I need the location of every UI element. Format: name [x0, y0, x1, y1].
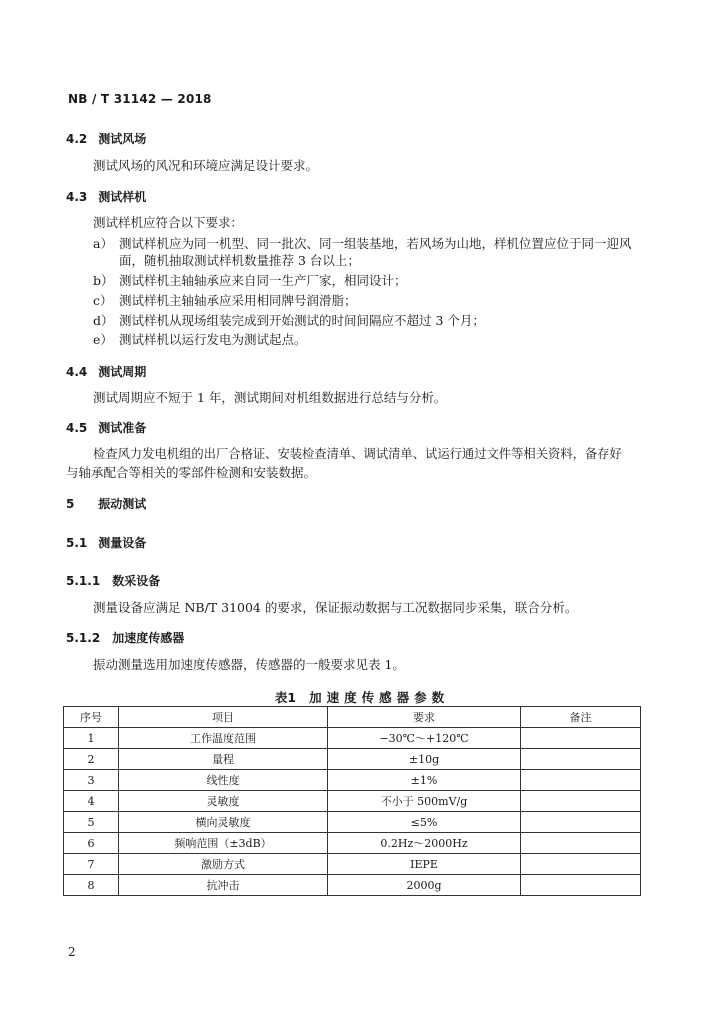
table-cell: 2 [64, 749, 119, 770]
list-item [93, 312, 485, 329]
table-cell: 1 [64, 728, 119, 749]
section-title: 测试样机 [98, 190, 147, 204]
list-marker: d） [93, 313, 114, 328]
list-item-text: 测试样机以运行发电为测试起点。 [119, 332, 307, 347]
table-cell: 频响范围（±3dB） [119, 833, 328, 854]
section-5-heading [66, 495, 146, 512]
table-row [64, 854, 641, 875]
table-cell: 抗冲击 [119, 875, 328, 896]
section-title: 振动测试 [98, 497, 147, 511]
table-cell: 横向灵敏度 [119, 812, 328, 833]
table-cell: 4 [64, 791, 119, 812]
section-4-5-heading [66, 419, 146, 436]
table-cell [521, 791, 641, 812]
section-title: 测试准备 [98, 421, 147, 435]
list-marker: a） [93, 236, 113, 251]
table-cell: ≤5% [328, 812, 521, 833]
table-row [64, 791, 641, 812]
list-item-text: 测试样机应为同一机型、同一批次、同一组装基地，若风场为山地，样机位置应位于同一迎风 [119, 236, 632, 251]
table-row [64, 728, 641, 749]
table-cell: 工作温度范围 [119, 728, 328, 749]
table-cell: 0.2Hz～2000Hz [328, 833, 521, 854]
table-cell: 7 [64, 854, 119, 875]
section-4-3-intro: 测试样机应符合以下要求： [93, 215, 244, 230]
section-5-1-2-heading [66, 629, 184, 646]
section-number: 5.1 [66, 536, 88, 550]
section-title: 测试周期 [98, 365, 147, 379]
table-row [64, 770, 641, 791]
section-4-3-heading [66, 188, 146, 205]
table-cell [521, 749, 641, 770]
table-row [64, 812, 641, 833]
table-row [64, 875, 641, 896]
table-cell: 2000g [328, 875, 521, 896]
table-cell [521, 875, 641, 896]
table-cell: 灵敏度 [119, 791, 328, 812]
section-5-1-1-body: 测量设备应满足 NB/T 31004 的要求，保证振动数据与工况数据同步采集，联合分析。 [93, 600, 578, 615]
table-row [64, 749, 641, 770]
section-4-5-body-line2: 与轴承配合等相关的零部件检测和安装数据。 [66, 465, 317, 480]
table-cell [521, 812, 641, 833]
sensor-parameters-table [63, 706, 641, 896]
section-number: 4.4 [66, 365, 88, 379]
section-number: 4.3 [66, 190, 88, 204]
section-title: 加速度传感器 [112, 631, 185, 645]
section-title: 测试风场 [98, 132, 147, 146]
list-item-text: 测试样机从现场组装完成到开始测试的时间间隔应不超过 3 个月； [119, 313, 485, 328]
table-cell: 3 [64, 770, 119, 791]
header-cell: 序号 [64, 707, 119, 728]
section-number: 4.5 [66, 421, 88, 435]
table-cell: 5 [64, 812, 119, 833]
list-item-text: 测试样机主轴轴承应来自同一生产厂家，相同设计； [119, 273, 407, 288]
header-cell: 备注 [521, 707, 641, 728]
section-4-2-body: 测试风场的风况和环境应满足设计要求。 [93, 158, 319, 173]
table-cell: 8 [64, 875, 119, 896]
table-cell: ±10g [328, 749, 521, 770]
table-row [64, 833, 641, 854]
table-caption [0, 688, 724, 706]
section-5-1-2-body: 振动测量选用加速度传感器，传感器的一般要求见表 1。 [93, 657, 405, 672]
table-caption-label: 表1 [274, 690, 297, 705]
section-4-4-body: 测试周期应不短于 1 年，测试期间对机组数据进行总结与分析。 [93, 390, 447, 405]
section-5-1-1-heading [66, 572, 160, 589]
table-cell: 不小于 500mV/g [328, 791, 521, 812]
section-number: 5 [66, 497, 75, 511]
list-item [93, 272, 407, 289]
section-4-4-heading [66, 363, 146, 380]
header-cell: 要求 [328, 707, 521, 728]
section-number: 5.1.1 [66, 574, 101, 588]
list-item [93, 235, 632, 252]
list-marker: c） [93, 293, 113, 308]
table-cell [521, 854, 641, 875]
section-4-5-body-line1: 检查风力发电机组的出厂合格证、安装检查清单、调试清单、试运行通过文件等相关资料，备存好 [93, 447, 622, 461]
header-cell: 项目 [119, 707, 328, 728]
list-item-continuation: 面，随机抽取测试样机数量推荐 3 台以上； [119, 253, 360, 268]
list-item [93, 331, 307, 348]
table-cell: 量程 [119, 749, 328, 770]
list-item [93, 292, 357, 309]
document-code-header: NB / T 31142 — 2018 [68, 92, 212, 106]
list-item-text: 测试样机主轴轴承应采用相同牌号润滑脂； [119, 293, 357, 308]
list-marker: b） [93, 273, 114, 288]
table-cell: ±1% [328, 770, 521, 791]
section-title: 数采设备 [112, 574, 161, 588]
table-cell: 激励方式 [119, 854, 328, 875]
table-cell: 6 [64, 833, 119, 854]
table-cell: −30℃～+120℃ [328, 728, 521, 749]
section-number: 4.2 [66, 132, 88, 146]
section-number: 5.1.2 [66, 631, 101, 645]
section-5-1-heading [66, 534, 146, 551]
table-cell [521, 728, 641, 749]
section-title: 测量设备 [98, 536, 147, 550]
section-4-2-heading [66, 130, 146, 147]
page-number: 2 [68, 945, 76, 959]
table-cell: IEPE [328, 854, 521, 875]
table-cell [521, 770, 641, 791]
table-caption-title: 加速度传感器参数 [309, 690, 450, 705]
table-header-row [64, 707, 641, 728]
table-cell: 线性度 [119, 770, 328, 791]
list-marker: e） [93, 332, 113, 347]
table-cell [521, 833, 641, 854]
